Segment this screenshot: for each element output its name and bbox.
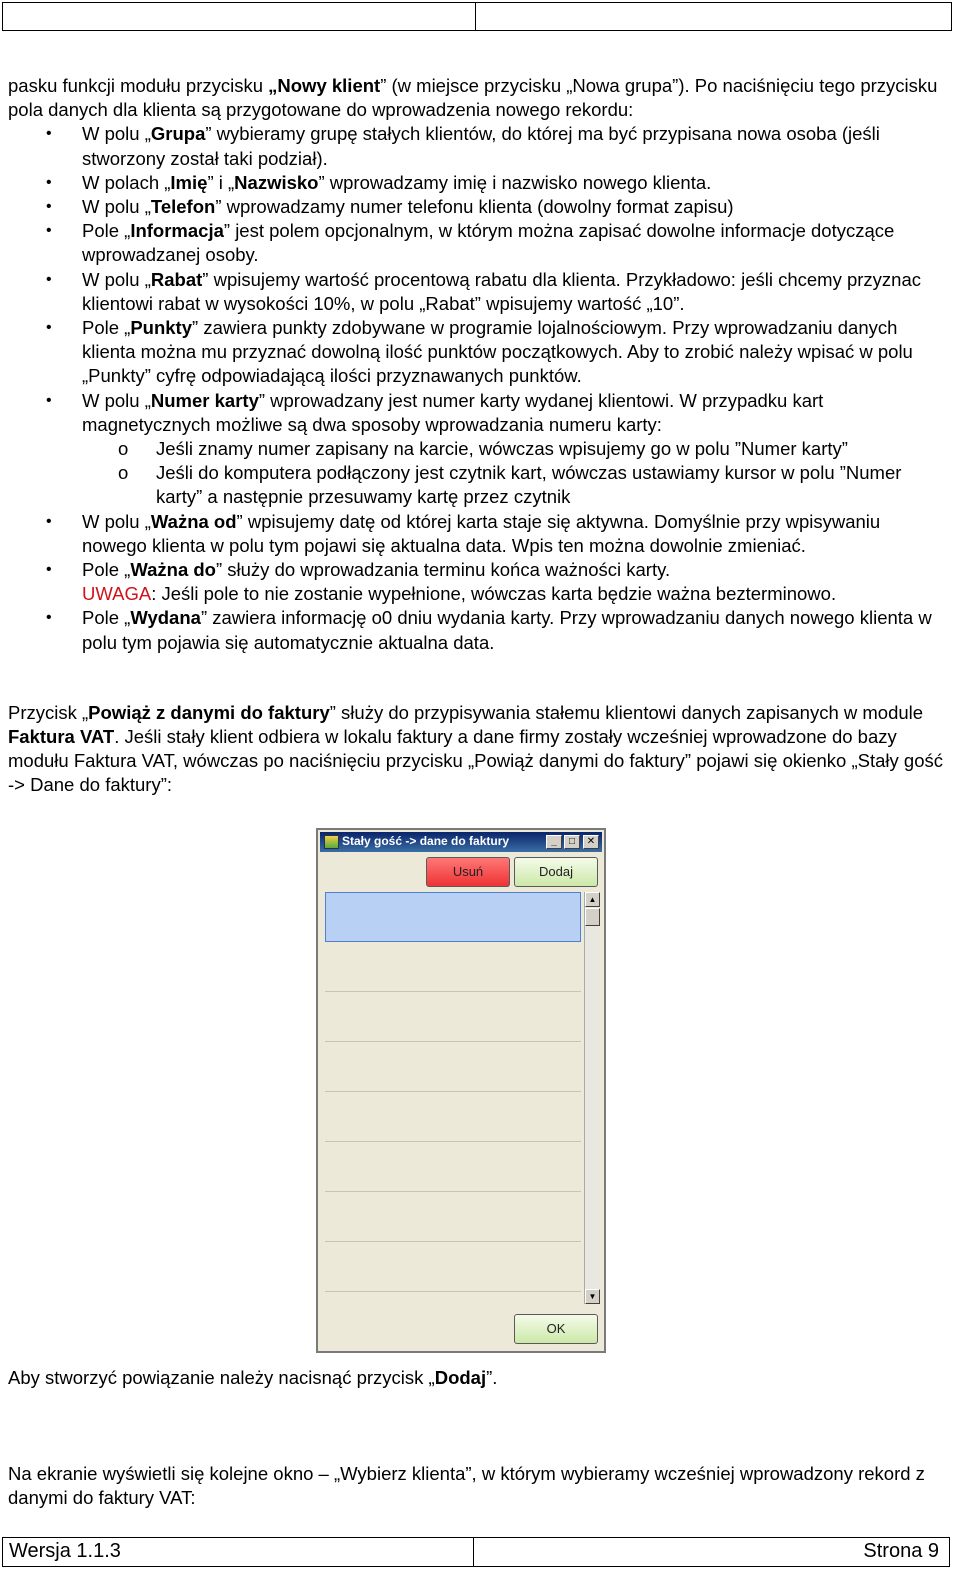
next-window-paragraph: Na ekranie wyświetli się kolejne okno – „Wybierz klienta”, w którym wybieramy wcześniej wprowadzony rekord z danymi do faktury VAT: <box>8 1463 925 1509</box>
list-item-informacja: • Pole „Informacja” jest polem opcjonalnym, w którym można zapisać dowolne informacje dotyczące wprowadzanej osoby. <box>46 220 895 266</box>
bullet-icon: • <box>46 125 52 143</box>
bullet-icon: • <box>46 561 52 579</box>
list-row[interactable] <box>325 942 581 992</box>
intro-text-1: pasku funkcji modułu przycisku <box>8 75 269 96</box>
list-item-punkty: • Pole „Punkty” zawiera punkty zdobywane w programie lojalnościowym. Przy wprowadzaniu danych klienta można mu przyznać dowolną ilość punktów początkowych. Aby to zrobić należy wpisać w polu „Punkty” cyfrę odpowiadającą ilości przyznawanych punktów. <box>46 317 913 387</box>
list-item-grupa: • W polu „Grupa” wybieramy grupę stałych klientów, do której ma być przypisana nowa osoba (jeśli stworzony został taki podział). <box>46 123 880 169</box>
instruction-paragraph: Aby stworzyć powiązanie należy nacisnąć przycisk „Dodaj”. <box>8 1367 498 1388</box>
sub-bullet-icon: o <box>118 438 129 460</box>
scroll-thumb[interactable] <box>585 908 600 926</box>
list-item-telefon: • W polu „Telefon” wprowadzamy numer telefonu klienta (dowolny format zapisu) <box>8 195 948 219</box>
intro-paragraph <box>8 74 948 122</box>
list-item-wydana: • Pole „Wydana” zawiera informację o0 dniu wydania karty. Przy wprowadzaniu danych nowego klienta w polu tym pojawia się automatycznie aktualna data. <box>46 607 932 653</box>
list-row[interactable] <box>325 992 581 1042</box>
invoice-data-list <box>324 892 582 1304</box>
bullet-icon: • <box>46 198 52 216</box>
vertical-scrollbar[interactable] <box>584 892 600 1304</box>
footer-divider <box>473 1538 474 1566</box>
intro-bold: „Nowy klient <box>268 75 381 96</box>
maximize-icon[interactable]: □ <box>564 835 580 849</box>
dialog-title: Stały gość -> dane do faktury <box>342 834 510 848</box>
bullet-icon: • <box>46 609 52 627</box>
document-body <box>8 74 948 798</box>
bullet-icon: • <box>46 512 52 530</box>
bullet-icon: • <box>46 222 52 240</box>
dialog-titlebar[interactable] <box>320 832 602 852</box>
list-row[interactable] <box>325 1042 581 1092</box>
intro-text-2: ” (w miejsce przycisku „Nowa grupa”). Po naciśnięciu tego przycisku pola danych dla klienta są przygotowane do wprowadzenia nowego rekordu: <box>8 75 938 121</box>
bullet-icon: • <box>46 391 52 409</box>
scroll-down-icon[interactable]: ▼ <box>585 1289 600 1304</box>
warning-label: UWAGA <box>82 583 152 605</box>
version-label: Wersja 1.1.3 <box>9 1540 121 1562</box>
scroll-up-icon[interactable]: ▲ <box>585 892 600 907</box>
sub-item-1: o Jeśli znamy numer zapisany na karcie, wówczas wpisujemy go w polu ”Numer karty” <box>82 437 948 461</box>
list-item-numer-karty: • W polu „Numer karty” wprowadzany jest numer karty wydanej klientowi. W przypadku kart magnetycznych możliwe są dwa sposoby wprowadzania numeru karty: o Jeśli znamy numer zapisany na karcie, wówczas wpisujemy go w polu ”Numer karty” o Jeśli do komputera podłączony jest czytnik kart, wówczas ustawiamy kursor w polu ”Numer karty” a następnie przesuwamy kartę przez czytnik <box>8 389 948 510</box>
list-row[interactable] <box>325 1242 581 1292</box>
delete-button[interactable]: Usuń <box>426 857 510 887</box>
invoice-data-dialog <box>316 828 606 1353</box>
list-item-wazna-od: • W polu „Ważna od” wpisujemy datę od której karta staje się aktywna. Domyślnie przy wpisywaniu nowego klienta w polu tym pojawi się aktualna data. Wpis ten można dowolnie zmieniać. <box>46 510 881 556</box>
bullet-icon: • <box>46 270 52 288</box>
list-row-selected[interactable] <box>325 892 581 942</box>
list-item-imie: • W polach „Imię” i „Nazwisko” wprowadzamy imię i nazwisko nowego klienta. <box>8 171 948 195</box>
page-footer <box>2 1537 950 1567</box>
minimize-icon[interactable]: _ <box>546 835 562 849</box>
sub-bullet-icon: o <box>118 462 129 484</box>
sub-list <box>82 437 948 510</box>
add-button[interactable]: Dodaj <box>514 857 598 887</box>
list-row[interactable] <box>325 1142 581 1192</box>
sub-item-2: o Jeśli do komputera podłączony jest czytnik kart, wówczas ustawiamy kursor w polu ”Numer karty” a następnie przesuwamy kartę przez czytnik <box>118 462 902 508</box>
ok-button[interactable]: OK <box>514 1314 598 1344</box>
list-item-wazna-do: • Pole „Ważna do” służy do wprowadzania terminu końca ważności karty. UWAGA: Jeśli pole to nie zostanie wypełnione, wówczas karta będzie ważna bezterminowo. <box>46 559 837 605</box>
bullet-icon: • <box>46 319 52 337</box>
header-divider <box>475 3 476 30</box>
list-row[interactable] <box>325 1192 581 1242</box>
list-row[interactable] <box>325 1092 581 1142</box>
app-icon <box>324 835 339 849</box>
page-number: Strona 9 <box>863 1540 939 1562</box>
link-invoice-paragraph: Przycisk „Powiąż z danymi do faktury” służy do przypisywania stałemu klientowi danych zapisanych w module Faktura VAT. Jeśli stały klient odbiera w lokalu faktury a dane firmy zostały wcześniej wprowadzone do bazy modułu Faktura VAT, wówczas po naciśnięciu przycisku „Powiąż danymi do faktury” pojawi się okienko „Stały gość -> Dane do faktury”: <box>8 701 943 796</box>
page-header-box <box>2 2 952 31</box>
bullet-icon: • <box>46 173 52 191</box>
list-item-rabat: • W polu „Rabat” wpisujemy wartość procentową rabatu dla klienta. Przykładowo: jeśli chcemy przyznac klientowi rabat w wysokości 10%, w polu „Rabat” wpisujemy wartość „10”. <box>46 268 922 314</box>
field-list <box>8 122 948 654</box>
close-icon[interactable]: ✕ <box>583 835 599 849</box>
